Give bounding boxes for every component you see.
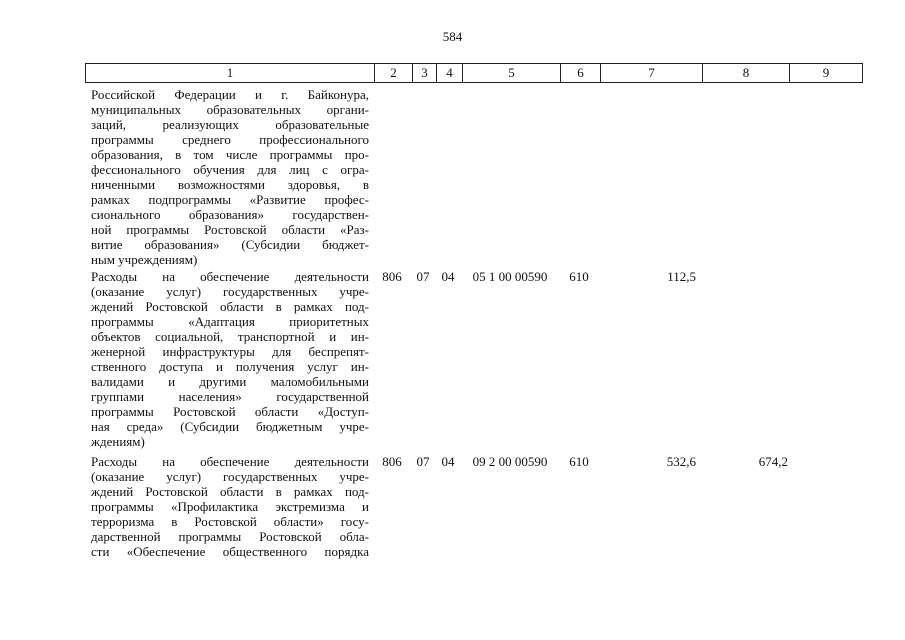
cell-amount-1: 532,6 <box>666 454 696 469</box>
description-line: Российской Федерации и г. Байконура, <box>91 87 369 102</box>
description-line: муниципальных образовательных органи- <box>91 102 369 117</box>
description-line: терроризма в Ростовской области» госу- <box>91 514 369 529</box>
cell-expense-type: 610 <box>569 269 589 284</box>
header-col-3: 3 <box>412 64 436 82</box>
description-line: ждений Ростовской области в рамках под- <box>91 484 369 499</box>
header-col-4: 4 <box>436 64 462 82</box>
description-line: витие образования» (Субсидии бюджет- <box>91 237 369 252</box>
description-line: образования, в том числе программы про- <box>91 147 369 162</box>
description-line: ным учреждениям) <box>91 252 198 267</box>
cell-section: 07 <box>416 269 430 284</box>
page-number: 584 <box>442 29 463 44</box>
row-description <box>85 87 373 269</box>
cell-expense-type <box>559 87 599 269</box>
header-col-9: 9 <box>789 64 862 82</box>
cell-amount-2 <box>701 87 788 269</box>
cell-subsection: 04 <box>441 454 455 469</box>
description-line: Расходы на обеспечение деятельности <box>91 269 369 284</box>
description-line: сионального образования» государствен- <box>91 207 369 222</box>
header-col-1: 1 <box>226 65 234 80</box>
description-line: рамках подпрограммы «Развитие профес- <box>91 192 369 207</box>
description-line: программы Ростовской области «Доступ- <box>91 404 369 419</box>
description-line: программы «Профилактика экстремизма и <box>91 499 369 514</box>
table-row <box>85 454 863 564</box>
description-line: ной программы Ростовской области «Раз- <box>91 222 369 237</box>
cell-amount-3 <box>788 454 863 564</box>
table-body <box>85 87 863 564</box>
cell-ministry-code <box>373 87 411 269</box>
row-description <box>85 454 373 564</box>
description-line: программы «Адаптация приоритетных <box>91 314 369 329</box>
header-col-7: 7 <box>600 64 702 82</box>
cell-amount-1: 112,5 <box>667 269 696 284</box>
description-line: (оказание услуг) государственных учре- <box>91 284 369 299</box>
description-line: ственного доступа и получения услуг ин- <box>91 359 369 374</box>
cell-amount-1 <box>599 87 701 269</box>
description-line: объектов социальной, транспортной и ин- <box>91 329 369 344</box>
row-description <box>85 269 373 454</box>
description-line: Расходы на обеспечение деятельности <box>91 454 369 469</box>
cell-amount-3 <box>788 87 863 269</box>
description-line: ждений Ростовской области в рамках под- <box>91 299 369 314</box>
cell-expense-type: 610 <box>569 454 589 469</box>
description-line: группами населения» государственной <box>91 389 369 404</box>
description-line: ниченными возможностями здоровья, в <box>91 177 369 192</box>
description-line: ждениям) <box>91 434 145 449</box>
description-line: валидами и другими маломобильными <box>91 374 369 389</box>
cell-ministry-code: 806 <box>382 269 402 284</box>
cell-target-article: 05 1 00 00590 <box>472 269 548 284</box>
cell-section: 07 <box>416 454 430 469</box>
header-col-5: 5 <box>462 64 560 82</box>
cell-amount-2 <box>701 269 788 454</box>
cell-section <box>411 87 435 269</box>
cell-amount-2: 674,2 <box>758 454 788 469</box>
cell-ministry-code: 806 <box>382 454 402 469</box>
description-line: сти «Обеспечение общественного порядка <box>91 544 369 559</box>
cell-target-article <box>461 87 559 269</box>
table-row <box>85 87 863 269</box>
description-line: заций, реализующих образовательные <box>91 117 369 132</box>
description-line: дарственной программы Ростовской обла- <box>91 529 369 544</box>
description-line: женерной инфраструктуры для беспрепят- <box>91 344 369 359</box>
header-col-6: 6 <box>560 64 600 82</box>
table-header <box>85 63 863 83</box>
cell-subsection: 04 <box>441 269 455 284</box>
header-col-2: 2 <box>374 64 412 82</box>
description-line: фессионального обучения для лиц с огра- <box>91 162 369 177</box>
cell-amount-3 <box>788 269 863 454</box>
header-col-8: 8 <box>702 64 789 82</box>
table-row <box>85 269 863 454</box>
description-line: программы среднего профессионального <box>91 132 369 147</box>
description-line: (оказание услуг) государственных учре- <box>91 469 369 484</box>
cell-target-article: 09 2 00 00590 <box>472 454 548 469</box>
cell-subsection <box>435 87 461 269</box>
description-line: ная среда» (Субсидии бюджетным учре- <box>91 419 369 434</box>
